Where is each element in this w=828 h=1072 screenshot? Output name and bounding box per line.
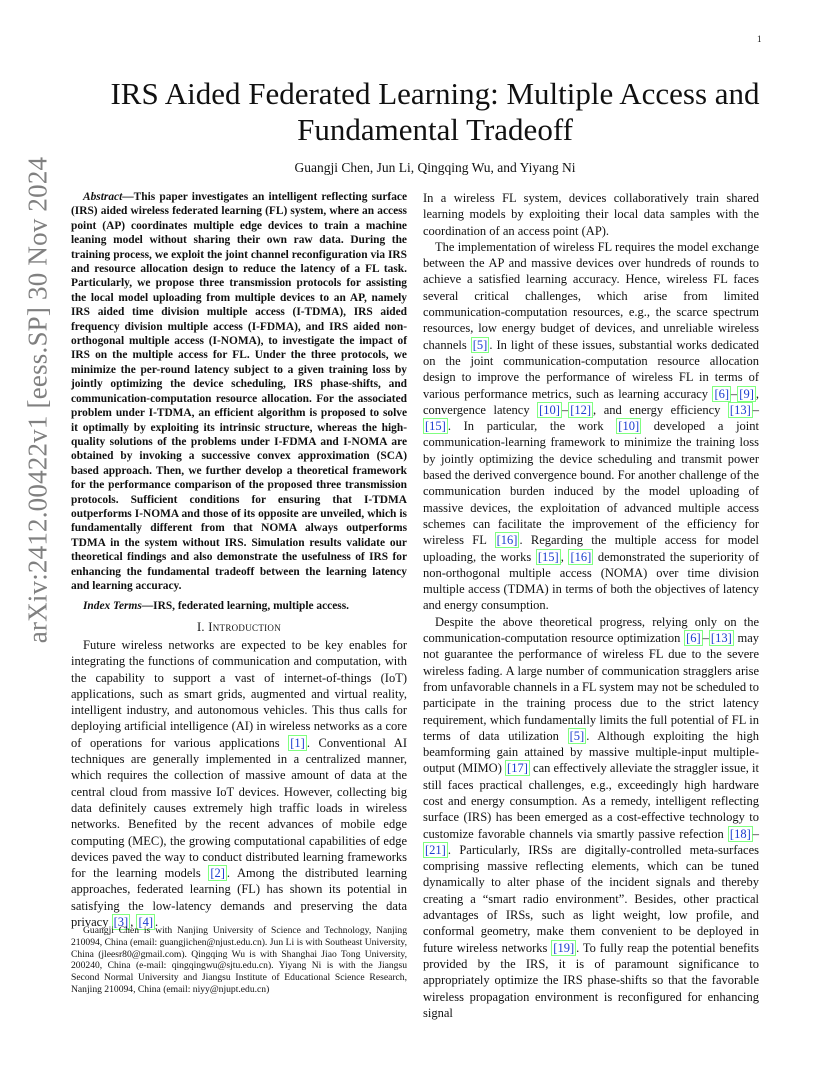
citation-link[interactable]: [9] [739, 386, 754, 401]
text-run: Future wireless networks are expected to be key enables for integrating the functions of communication and computation, with the capability to support a vast of internet-of-things (IoT) applications, such as smart grids, augmented and virtual reality, intelligent industry, and autonomous vehicles. This thus calls for deploying artificial intelligence (AI) in wireless networks as a core of operations for various applications [71, 637, 407, 750]
citation-link[interactable]: [15] [425, 419, 446, 434]
text-run: Despite the above theoretical progress, relying only on the communication-computation resource optimization [423, 614, 759, 646]
citation-link[interactable]: [16] [570, 549, 592, 564]
citation-link[interactable]: [12] [570, 402, 592, 417]
citation-link[interactable]: [5] [569, 728, 585, 743]
text-run: developed a joint communication-learning framework to minimize the training loss by jointly optimizing the device scheduling and transmit power based the derived convergence bound. For another challenge of the communication burden induced by the model uploading of massive devices, the exploitation of advanced multiple access schemes can facilitate the improvement of the efficiency for wireless FL [423, 419, 759, 548]
citation-link[interactable]: [1] [290, 735, 305, 750]
text-run: – [561, 402, 569, 417]
citation-link[interactable]: [13] [729, 402, 751, 417]
text-run: . Among the distributed learning approaches, federated learning (FL) has shown its potential in satisfying the low-latency demands and preserving the data privacy [71, 866, 407, 930]
abstract-text: —This paper investigates an intelligent reflecting surface (IRS) aided wireless federated learning (FL) system, where an access point (AP) coordinates multiple edge devices to train a machine leaning model without sharing their own raw data. During the training process, we exploit the joint channel reconfiguration via IRS and resource allocation design to reduce the latency of a FL task. Particularly, we propose three transmission protocols for assisting the local model uploading from multiple devices to an AP, namely IRS aided time division multiple access (I-TDMA), IRS aided frequency division multiple access (I-FDMA), and IRS aided non-orthogonal multiple access (I-NOMA), to investigate the impact of IRS on the multiple access for FL. Under the three protocols, we minimize the per-round latency subject to a given training loss by jointly optimizing the device scheduling, IRS phase-shifts, and communication-computation resource allocation. For the associated problem under I-TDMA, an efficient algorithm is proposed to solve it optimally by exploiting its intrinsic structure, whereas the high-quality solutions of the problems under I-FDMA and I-NOMA are obtained by invoking a successive convex approximation (SCA) based approach. Then, we further develop a theoretical framework for the performance comparison of the proposed three transmission protocols. Sufficient conditions for ensuring that I-TDMA outperforms I-NOMA and those of its opposite are unveiled, which is fundamentally different from that NOMA always outperforms TDMA in the system without IRS. Simulation results validate our theoretical findings and also demonstrate the usefulness of IRS for enhancing the fundamental tradeoff between the learning latency and learning accuracy. [71, 191, 407, 592]
text-run: may not guarantee the performance of wireless FL due to the severe wireless fading. A large number of communication stragglers arise from unfavorable channels in a FL system may not be scheduled to participate in the training process due to the strict latency requirement, which fundamentally limits the full potential of FL in terms of data utilization [423, 631, 759, 743]
left-column [71, 190, 407, 930]
text-run: . Although exploiting the high beamforming gain attained by massive multiple-input multiple-output (MIMO) [423, 728, 760, 776]
paper-title: IRS Aided Federated Learning: Multiple Access and Fundamental Tradeoff [110, 76, 760, 147]
text-run: demonstrated the superiority of non-orthogonal multiple access (NOMA) over time division multiple access (TDMA) in terms of both the objectives of latency and energy consumption. [423, 549, 760, 613]
index-terms-lead: Index Terms [83, 600, 142, 613]
text-run: – [752, 826, 759, 841]
text-run: , convergence latency [423, 386, 759, 417]
citation-link[interactable]: [19] [553, 940, 575, 955]
citation-link[interactable]: [10] [618, 419, 640, 434]
citation-link[interactable]: [6] [714, 386, 730, 401]
right-paragraph-2 [423, 239, 759, 614]
citation-link[interactable]: [3] [113, 915, 129, 930]
citation-link[interactable]: [17] [507, 761, 528, 776]
author-list: Guangji Chen, Jun Li, Qingqing Wu, and Yiyang Ni [294, 160, 576, 175]
arxiv-stamp: arXiv:2412.00422v1 [eess.SP] 30 Nov 2024 [22, 156, 53, 644]
text-run: – [702, 631, 709, 646]
index-terms-text: —IRS, federated learning, multiple access. [141, 600, 349, 613]
page-number: 1 [757, 34, 762, 44]
citation-link[interactable]: [18] [729, 826, 751, 841]
text-run: . Conventional AI techniques are generally implemented in a centralized manner, which requires the collection of massive amount of data at the central cloud from massive IoT devices. However, collecting big data definitely causes extremely high traffic loads in wireless networks. Benefited by the recent advances of mobile edge computing (MEC), the growing computational capabilities of edge devices paved the way to conduct distributed learning frameworks for the learning models [71, 735, 407, 881]
citation-link[interactable]: [6] [686, 631, 701, 646]
right-paragraph-1: In a wireless FL system, devices collaboratively train shared learning models by exploiting their local data samples with the coordination of an access point (AP). [423, 191, 759, 238]
text-run: , [130, 915, 137, 930]
section-heading-introduction: I. Introduction [196, 619, 282, 634]
citation-link[interactable]: [4] [138, 915, 154, 930]
text-run: , [560, 549, 569, 564]
index-terms [71, 598, 407, 614]
text-run: – [731, 386, 738, 401]
abstract [71, 190, 407, 593]
text-run: . [155, 915, 159, 930]
text-run: . In particular, the work [447, 419, 617, 434]
abstract-lead: Abstract [83, 191, 123, 203]
intro-paragraph [71, 637, 407, 930]
text-run: . Regarding the multiple access for model uploading, the works [423, 533, 759, 564]
right-paragraph-3 [423, 614, 759, 1021]
author-footnote: Guangji Chen is with Nanjing University of Science and Technology, Nanjing 210094, China (email: guangjichen@njust.edu.cn). Jun Li is with Southeast University, China (jleesr80@gmail.com). Qingqing Wu is with Shanghai Jiao Tong University, 200240, China (e-mail: qingqingwu@sjtu.edu.cn). Yiyang Ni is with the Jiangsu Second Normal University and Jiangsu Institute of Educational Science Research, Nanjing 210094, China (email: niyy@njupt.edu.cn) [71, 925, 407, 995]
text-run: . Particularly, IRSs are digitally-controlled meta-surfaces comprising massive reflecting elements, which can be tuned dynamically to alter phase of the incident signals and thereby creating a “smart radio environment”. Besides, other practical advantages of IRSs, such as light weight, low profile, and conformal geometry, make them convenient to be deployed in future wireless networks [423, 842, 759, 955]
text-run: . To fully reap the potential benefits provided by the IRS, it is of paramount significance to appropriately optimize the IRS phase-shifts so that the favorable wireless propagation environment is reconfigured for enhancing signal [423, 940, 759, 1020]
citation-link[interactable]: [5] [472, 337, 488, 352]
text-run: , and energy efficiency [593, 402, 728, 417]
text-run: . In light of these issues, substantial works dedicated on the joint communication-computation resource allocation design to improve the performance of wireless FL in terms of various performance metrics, such as learning accuracy [423, 337, 760, 401]
citation-link[interactable]: [21] [425, 842, 446, 857]
text-run: – [752, 402, 759, 417]
citation-link[interactable]: [13] [710, 631, 732, 646]
citation-link[interactable]: [16] [496, 533, 518, 548]
citation-link[interactable]: [15] [537, 549, 559, 564]
citation-link[interactable]: [2] [210, 866, 225, 881]
citation-link[interactable]: [10] [539, 402, 560, 417]
text-run: The implementation of wireless FL requires the model exchange between the AP and massive devices over hundreds of rounds to achieve a satisfied learning accuracy. Hence, wireless FL faces several critical challenges, which arise from limited communication-computation resources, e.g., the scarce spectrum resources, low energy budget of devices, and unreliable wireless channels [423, 239, 759, 352]
text-run: can effectively alleviate the straggler issue, it still faces practical challenges, e.g., exceedingly high hardware cost and energy consumption. As a remedy, intelligent reflecting surface (IRS) has been emerged as a cost-effective technology to customize favorable channels via smartly passive refection [423, 761, 759, 841]
right-column [423, 190, 759, 1021]
